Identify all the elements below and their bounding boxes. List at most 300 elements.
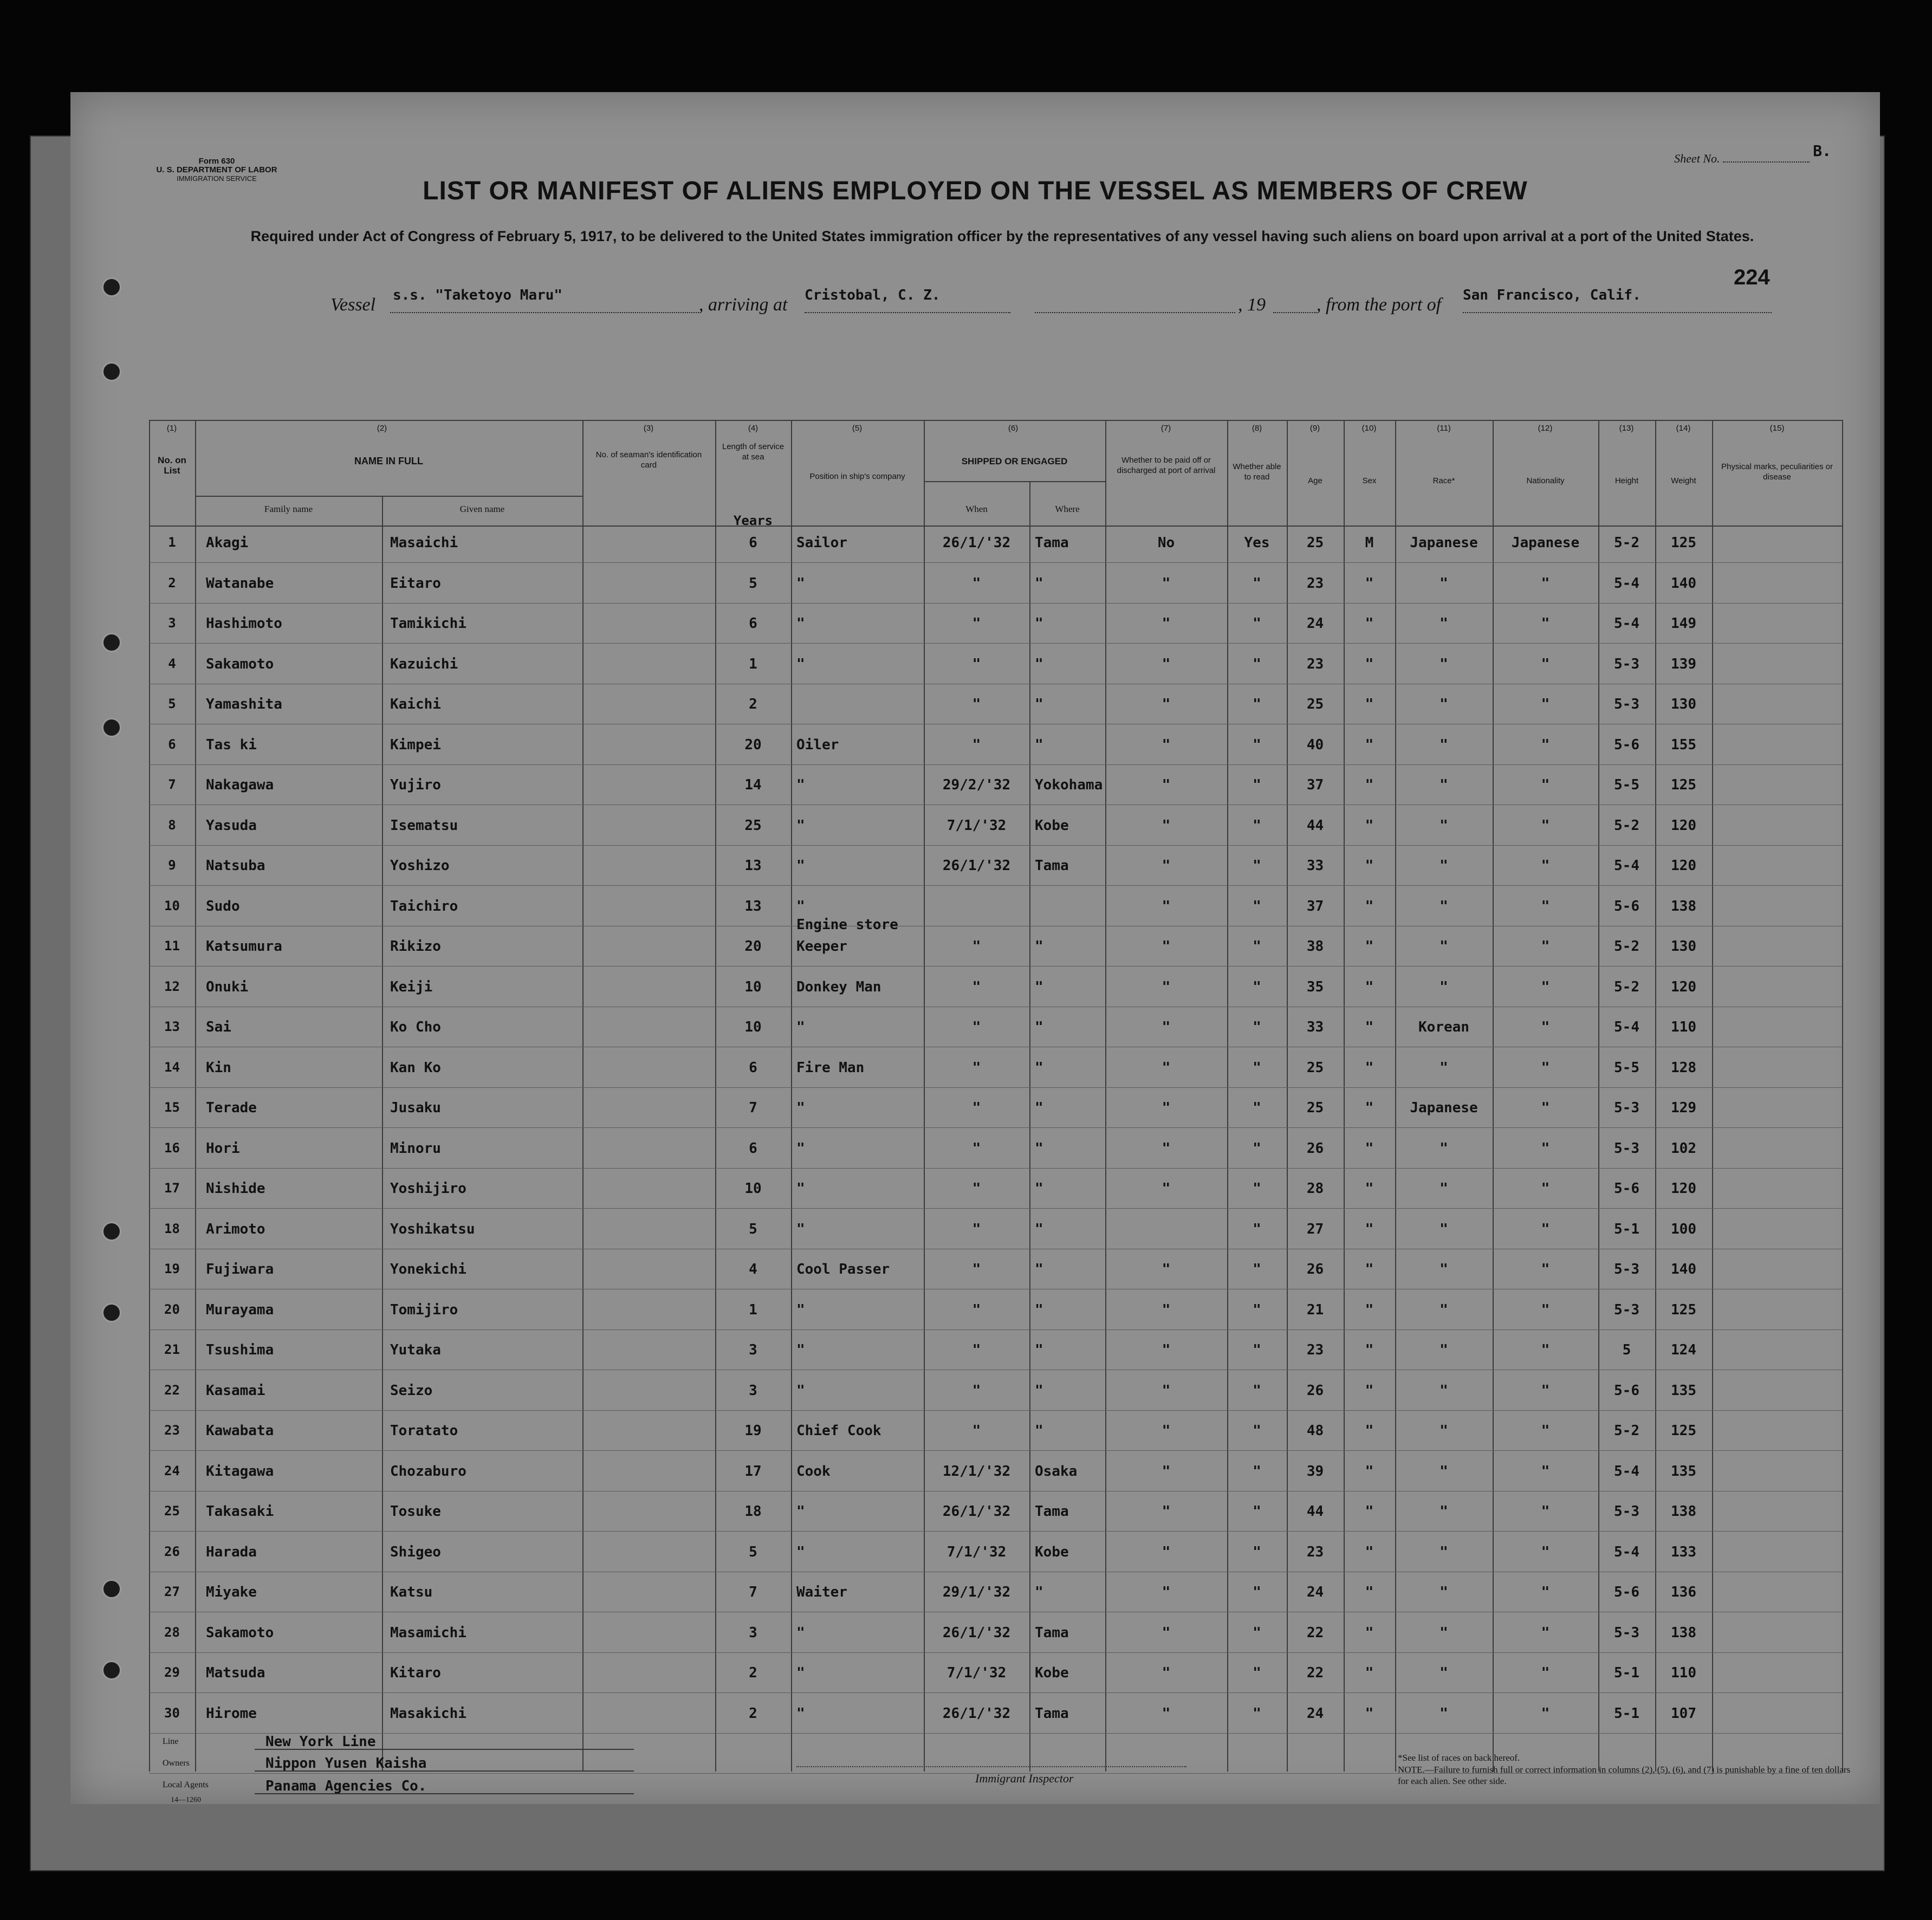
cell-read: ": [1253, 1342, 1261, 1358]
cell-service: 7: [749, 1100, 757, 1116]
cell-family: Hori: [206, 1140, 240, 1157]
row-divider: [149, 764, 1842, 765]
cell-when: ": [972, 575, 981, 592]
agents-label: Local Agents: [163, 1780, 209, 1789]
cell-no: 26: [164, 1543, 180, 1559]
cell-age: 23: [1306, 1342, 1324, 1358]
cell-family: Sakamoto: [206, 656, 274, 672]
cell-paid: ": [1162, 1019, 1171, 1035]
column-number: (8): [1252, 424, 1262, 433]
cell-nationality: ": [1541, 938, 1550, 955]
cell-read: ": [1253, 817, 1261, 834]
cell-family: Kawabata: [206, 1423, 274, 1439]
cell-position: ": [796, 1705, 805, 1722]
cell-height: 5-2: [1614, 978, 1639, 995]
cell-when: ": [972, 1100, 981, 1116]
row-divider: [149, 603, 1842, 604]
cell-sex: ": [1365, 1382, 1374, 1399]
column-header: NAME IN FULL: [354, 456, 423, 466]
cell-no: 3: [168, 615, 176, 631]
cell-when: ": [972, 1059, 981, 1076]
cell-service: 13: [744, 898, 762, 914]
cell-sex: ": [1365, 1221, 1374, 1237]
column-header: Physical marks, peculiarities or disease: [1721, 462, 1833, 482]
cell-paid: ": [1162, 898, 1171, 914]
cell-age: 22: [1306, 1665, 1324, 1681]
row-divider: [149, 1652, 1842, 1653]
cell-age: 21: [1306, 1301, 1324, 1318]
cell-race: ": [1440, 1423, 1448, 1439]
cell-height: 5-3: [1614, 656, 1639, 672]
cell-read: ": [1253, 736, 1261, 753]
crew-table: [76, 320, 1875, 1815]
cell-paid: ": [1162, 1382, 1171, 1399]
cell-weight: 125: [1671, 1301, 1696, 1318]
cell-paid: ": [1162, 656, 1171, 672]
cell-given: Tomijiro: [390, 1301, 458, 1318]
cell-when: 26/1/'32: [942, 1705, 1011, 1722]
cell-sex: ": [1365, 1423, 1374, 1439]
cell-no: 12: [164, 978, 180, 994]
name-divider: [195, 496, 582, 497]
cell-age: 26: [1306, 1261, 1324, 1277]
cell-nationality: Japanese: [1511, 535, 1580, 551]
cell-height: 5-3: [1614, 1503, 1639, 1520]
column-header: Where: [1055, 504, 1080, 514]
cell-position: ": [796, 1382, 805, 1399]
page-title: LIST OR MANIFEST OF ALIENS EMPLOYED ON THE VESSEL AS MEMBERS OF CREW: [423, 177, 1528, 205]
cell-where: ": [1035, 1342, 1043, 1358]
cell-nationality: ": [1541, 1503, 1550, 1520]
cell-service: 14: [744, 777, 762, 793]
cell-age: 24: [1306, 615, 1324, 632]
cell-age: 44: [1306, 817, 1324, 834]
cell-sex: ": [1365, 1705, 1374, 1722]
cell-no: 18: [164, 1221, 180, 1236]
cell-race: ": [1440, 736, 1448, 753]
cell-sex: ": [1365, 615, 1374, 632]
cell-service: 20: [744, 736, 762, 753]
cell-sex: ": [1365, 1624, 1374, 1641]
cell-paid: ": [1162, 1059, 1171, 1076]
owners-value: Nippon Yusen Kaisha: [265, 1755, 427, 1772]
cell-height: 5-2: [1614, 938, 1639, 955]
cell-weight: 139: [1671, 656, 1696, 672]
cell-no: 5: [168, 696, 176, 711]
cell-weight: 136: [1671, 1584, 1696, 1600]
column-number: (12): [1538, 424, 1553, 433]
cell-weight: 135: [1671, 1463, 1696, 1480]
column-number: (6): [1008, 424, 1019, 433]
cell-nationality: ": [1541, 1261, 1550, 1277]
cell-when: ": [972, 615, 981, 632]
cell-age: 25: [1306, 535, 1324, 551]
cell-service: 1: [749, 656, 757, 672]
cell-read: ": [1253, 1261, 1261, 1277]
years-unit-label: Years: [733, 513, 773, 528]
cell-no: 23: [164, 1423, 180, 1438]
cell-weight: 129: [1671, 1100, 1696, 1116]
cell-weight: 120: [1671, 978, 1696, 995]
cell-weight: 155: [1671, 736, 1696, 753]
cell-read: Yes: [1244, 535, 1270, 551]
vessel-line: [146, 287, 1826, 314]
cell-position: ": [796, 777, 805, 793]
column-header: Race*: [1432, 476, 1455, 485]
row-divider: [149, 885, 1842, 886]
cell-given: Toratato: [390, 1423, 458, 1439]
cell-given: Tamikichi: [390, 615, 466, 632]
cell-where: ": [1035, 1221, 1043, 1237]
row-divider: [149, 562, 1842, 563]
cell-where: ": [1035, 1423, 1043, 1439]
column-number: (3): [643, 424, 654, 433]
cell-paid: ": [1162, 1342, 1171, 1358]
cell-sex: ": [1365, 938, 1374, 955]
cell-when: 26/1/'32: [942, 1624, 1011, 1641]
cell-read: ": [1253, 1221, 1261, 1237]
cell-nationality: ": [1541, 1665, 1550, 1681]
cell-where: ": [1035, 736, 1043, 753]
cell-race: ": [1440, 656, 1448, 672]
punch-hole: [102, 1660, 121, 1680]
cell-when: 26/1/'32: [942, 858, 1011, 874]
cell-no: 11: [164, 938, 180, 953]
cell-given: Masamichi: [390, 1624, 466, 1641]
cell-when: 7/1/'32: [946, 1543, 1007, 1560]
cell-given: Eitaro: [390, 575, 441, 592]
cell-given: Kaichi: [390, 696, 441, 712]
cell-nationality: ": [1541, 817, 1550, 834]
cell-sex: ": [1365, 575, 1374, 592]
cell-age: 37: [1306, 898, 1324, 914]
cell-height: 5: [1622, 1342, 1631, 1358]
cell-where: Tama: [1035, 858, 1069, 874]
cell-position: ": [796, 1503, 805, 1520]
cell-position: ": [796, 575, 805, 592]
cell-paid: ": [1162, 777, 1171, 793]
cell-where: Osaka: [1035, 1463, 1078, 1480]
cell-race: ": [1440, 1705, 1448, 1722]
cell-sex: ": [1365, 1261, 1374, 1277]
punch-hole: [102, 718, 121, 737]
cell-read: ": [1253, 1059, 1261, 1076]
cell-where: ": [1035, 1180, 1043, 1197]
cell-nationality: ": [1541, 1059, 1550, 1076]
cell-read: ": [1253, 777, 1261, 793]
column-header: Height: [1615, 476, 1639, 485]
cell-paid: ": [1162, 1423, 1171, 1439]
owners-label: Owners: [163, 1759, 190, 1768]
cell-paid: ": [1162, 1301, 1171, 1318]
cell-race: ": [1440, 1180, 1448, 1197]
vessel-name: s.s. "Taketoyo Maru": [393, 287, 563, 303]
cell-sex: ": [1365, 1503, 1374, 1520]
cell-age: 39: [1306, 1463, 1324, 1480]
cell-race: ": [1440, 858, 1448, 874]
cell-height: 5-4: [1614, 858, 1639, 874]
cell-race: ": [1440, 1665, 1448, 1681]
cell-no: 28: [164, 1624, 180, 1640]
cell-when: 12/1/'32: [942, 1463, 1011, 1480]
cell-weight: 138: [1671, 898, 1696, 914]
cell-sex: ": [1365, 898, 1374, 914]
cell-no: 10: [164, 898, 180, 913]
cell-height: 5-6: [1614, 1180, 1639, 1197]
cell-race: ": [1440, 575, 1448, 592]
cell-family: Fujiwara: [206, 1261, 274, 1277]
row-divider: [149, 1208, 1842, 1209]
column-divider: [1712, 420, 1713, 1772]
cell-read: ": [1253, 938, 1261, 955]
cell-given: Kazuichi: [390, 656, 458, 672]
cell-where: Tama: [1035, 535, 1069, 551]
cell-age: 25: [1306, 696, 1324, 712]
row-divider: [149, 643, 1842, 644]
column-header: Whether to be paid off or discharged at port of arrival: [1117, 456, 1216, 475]
cell-given: Kitaro: [390, 1665, 441, 1681]
cell-no: 30: [164, 1705, 180, 1721]
cell-no: 13: [164, 1019, 180, 1034]
cell-given: Yutaka: [390, 1342, 441, 1358]
cell-family: Nakagawa: [206, 777, 274, 793]
cell-position: ": [796, 1301, 805, 1318]
row-divider: [149, 1168, 1842, 1169]
cell-read: ": [1253, 1705, 1261, 1722]
row-divider: [149, 1531, 1842, 1532]
cell-when: ": [972, 938, 981, 955]
cell-position: Oiler: [796, 736, 839, 753]
cell-nationality: ": [1541, 1584, 1550, 1600]
cell-sex: ": [1365, 736, 1374, 753]
column-number: (9): [1309, 424, 1320, 433]
cell-race: ": [1440, 1382, 1448, 1399]
cell-height: 5-4: [1614, 1543, 1639, 1560]
cell-family: Miyake: [206, 1584, 257, 1600]
row-divider: [149, 1410, 1842, 1411]
cell-no: 20: [164, 1301, 180, 1317]
cell-when: ": [972, 696, 981, 712]
column-divider: [1842, 420, 1843, 1772]
cell-nationality: ": [1541, 736, 1550, 753]
cell-position: Cook: [796, 1463, 831, 1480]
cell-read: ": [1253, 1543, 1261, 1560]
cell-height: 5-3: [1614, 1140, 1639, 1157]
cell-position: ": [796, 1019, 805, 1035]
cell-when: ": [972, 1221, 981, 1237]
cell-race: ": [1440, 696, 1448, 712]
cell-given: Yoshizo: [390, 858, 450, 874]
column-divider: [791, 420, 792, 1772]
cell-weight: 102: [1671, 1140, 1696, 1157]
cell-height: 5-5: [1614, 1059, 1639, 1076]
cell-family: Sakamoto: [206, 1624, 274, 1641]
cell-nationality: ": [1541, 656, 1550, 672]
cell-race: ": [1440, 938, 1448, 955]
cell-paid: ": [1162, 1543, 1171, 1560]
cell-age: 25: [1306, 1059, 1324, 1076]
column-header: Family name: [264, 504, 313, 514]
cell-read: ": [1253, 1584, 1261, 1600]
cell-sex: ": [1365, 858, 1374, 874]
cell-weight: 140: [1671, 575, 1696, 592]
cell-sex: ": [1365, 1059, 1374, 1076]
sheet-number: [1674, 142, 1831, 166]
column-number: (11): [1437, 424, 1451, 433]
manifest-footer: [76, 1734, 1864, 1809]
cell-family: Hashimoto: [206, 615, 282, 632]
cell-weight: 135: [1671, 1382, 1696, 1399]
cell-height: 5-4: [1614, 615, 1639, 632]
cell-weight: 124: [1671, 1342, 1696, 1358]
cell-no: 14: [164, 1059, 180, 1075]
cell-weight: 120: [1671, 1180, 1696, 1197]
cell-height: 5-1: [1614, 1665, 1639, 1681]
cell-position: ": [796, 1624, 805, 1641]
cell-age: 26: [1306, 1382, 1324, 1399]
cell-sex: ": [1365, 696, 1374, 712]
cell-where: ": [1035, 1059, 1043, 1076]
cell-when: 26/1/'32: [942, 535, 1011, 551]
line-value: New York Line: [265, 1734, 376, 1750]
cell-sex: M: [1365, 535, 1374, 551]
cell-service: 3: [749, 1382, 757, 1399]
cell-nationality: ": [1541, 615, 1550, 632]
column-divider: [1029, 481, 1030, 1772]
cell-given: Yonekichi: [390, 1261, 466, 1277]
cell-when: ": [972, 1261, 981, 1277]
cell-no: 9: [168, 858, 176, 873]
form-number: Form 630: [198, 157, 235, 166]
cell-paid: No: [1157, 535, 1175, 551]
cell-nationality: ": [1541, 1301, 1550, 1318]
cell-service: 10: [744, 1180, 762, 1197]
cell-nationality: ": [1541, 1543, 1550, 1560]
cell-service: 5: [749, 1543, 757, 1560]
cell-service: 10: [744, 978, 762, 995]
cell-no: 15: [164, 1100, 180, 1115]
cell-given: Kimpei: [390, 736, 441, 753]
column-divider: [382, 496, 383, 1772]
cell-position: ": [796, 615, 805, 632]
column-number: (10): [1362, 424, 1377, 433]
column-header: Sex: [1362, 476, 1377, 485]
cell-height: 5-3: [1614, 1301, 1639, 1318]
service-name: IMMIGRATION SERVICE: [177, 174, 257, 183]
cell-race: Korean: [1418, 1019, 1469, 1035]
cell-position: Fire Man: [796, 1059, 865, 1076]
cell-service: 13: [744, 858, 762, 874]
cell-position: ": [796, 1100, 805, 1116]
department-name: U. S. DEPARTMENT OF LABOR: [156, 165, 277, 174]
cell-age: 28: [1306, 1180, 1324, 1197]
cell-height: 5-6: [1614, 736, 1639, 753]
cell-weight: 128: [1671, 1059, 1696, 1076]
form-code: 14—1260: [171, 1796, 201, 1804]
cell-read: ": [1253, 1463, 1261, 1480]
cell-sex: ": [1365, 817, 1374, 834]
cell-race: ": [1440, 1624, 1448, 1641]
cell-height: 5-4: [1614, 1463, 1639, 1480]
cell-sex: ": [1365, 1301, 1374, 1318]
header-bottom-border: [149, 526, 1842, 527]
cell-height: 5-3: [1614, 1624, 1639, 1641]
manifest-sheet: [70, 92, 1880, 1804]
cell-given: Keiji: [390, 978, 433, 995]
cell-position: ": [796, 1221, 805, 1237]
column-header: Nationality: [1526, 476, 1565, 485]
cell-position: ": [796, 858, 805, 874]
cell-sex: ": [1365, 1180, 1374, 1197]
cell-paid: ": [1162, 736, 1171, 753]
cell-height: 5-2: [1614, 1423, 1639, 1439]
cell-no: 22: [164, 1382, 180, 1398]
cell-age: 40: [1306, 736, 1324, 753]
cell-sex: ": [1365, 1584, 1374, 1600]
cell-sex: ": [1365, 1543, 1374, 1560]
cell-height: 5-6: [1614, 1382, 1639, 1399]
column-header: Length of service at sea: [722, 442, 785, 462]
cell-sex: ": [1365, 978, 1374, 995]
cell-weight: 100: [1671, 1221, 1696, 1237]
row-divider: [149, 1329, 1842, 1330]
vessel-label: Vessel: [330, 295, 376, 315]
cell-position: ": [796, 1140, 805, 1157]
agents-value: Panama Agencies Co.: [265, 1778, 427, 1794]
column-header: Age: [1308, 476, 1322, 485]
cell-no: 24: [164, 1463, 180, 1478]
cell-family: Nishide: [206, 1180, 265, 1197]
column-header: No. of seaman's identification card: [595, 450, 702, 470]
cell-height: 5-2: [1614, 535, 1639, 551]
cell-paid: ": [1162, 1665, 1171, 1681]
cell-nationality: ": [1541, 1100, 1550, 1116]
cell-no: 17: [164, 1180, 180, 1196]
cell-where: ": [1035, 978, 1043, 995]
cell-service: 19: [744, 1423, 762, 1439]
cell-race: ": [1440, 817, 1448, 834]
cell-given: Shigeo: [390, 1543, 441, 1560]
cell-where: Kobe: [1035, 1665, 1069, 1681]
cell-given: Kan Ko: [390, 1059, 441, 1076]
cell-where: Tama: [1035, 1624, 1069, 1641]
cell-no: 8: [168, 817, 176, 833]
column-number: (2): [377, 424, 387, 433]
cell-where: Yokohama: [1035, 777, 1103, 793]
column-header: Weight: [1671, 476, 1696, 485]
cell-service: 10: [744, 1019, 762, 1035]
cell-sex: ": [1365, 1140, 1374, 1157]
cell-family: Tsushima: [206, 1342, 274, 1358]
cell-height: 5-6: [1614, 1584, 1639, 1600]
cell-family: Yamashita: [206, 696, 282, 712]
table-top-border: [149, 420, 1842, 421]
cell-read: ": [1253, 1301, 1261, 1318]
cell-age: 25: [1306, 1100, 1324, 1116]
penalty-note: NOTE.—Failure to furnish full or correct information in columns (2), (5), (6), and (7) is punishable by a fine of ten dollars for each alien. See other side.: [1398, 1765, 1851, 1786]
punch-hole: [102, 1579, 121, 1599]
cell-paid: ": [1162, 1624, 1171, 1641]
cell-nationality: ": [1541, 1463, 1550, 1480]
cell-given: Rikizo: [390, 938, 441, 955]
cell-service: 2: [749, 696, 757, 712]
cell-weight: 125: [1671, 535, 1696, 551]
cell-height: 5-6: [1614, 898, 1639, 914]
cell-read: ": [1253, 575, 1261, 592]
cell-given: Katsu: [390, 1584, 433, 1600]
cell-read: ": [1253, 1624, 1261, 1641]
cell-family: Terade: [206, 1100, 257, 1116]
